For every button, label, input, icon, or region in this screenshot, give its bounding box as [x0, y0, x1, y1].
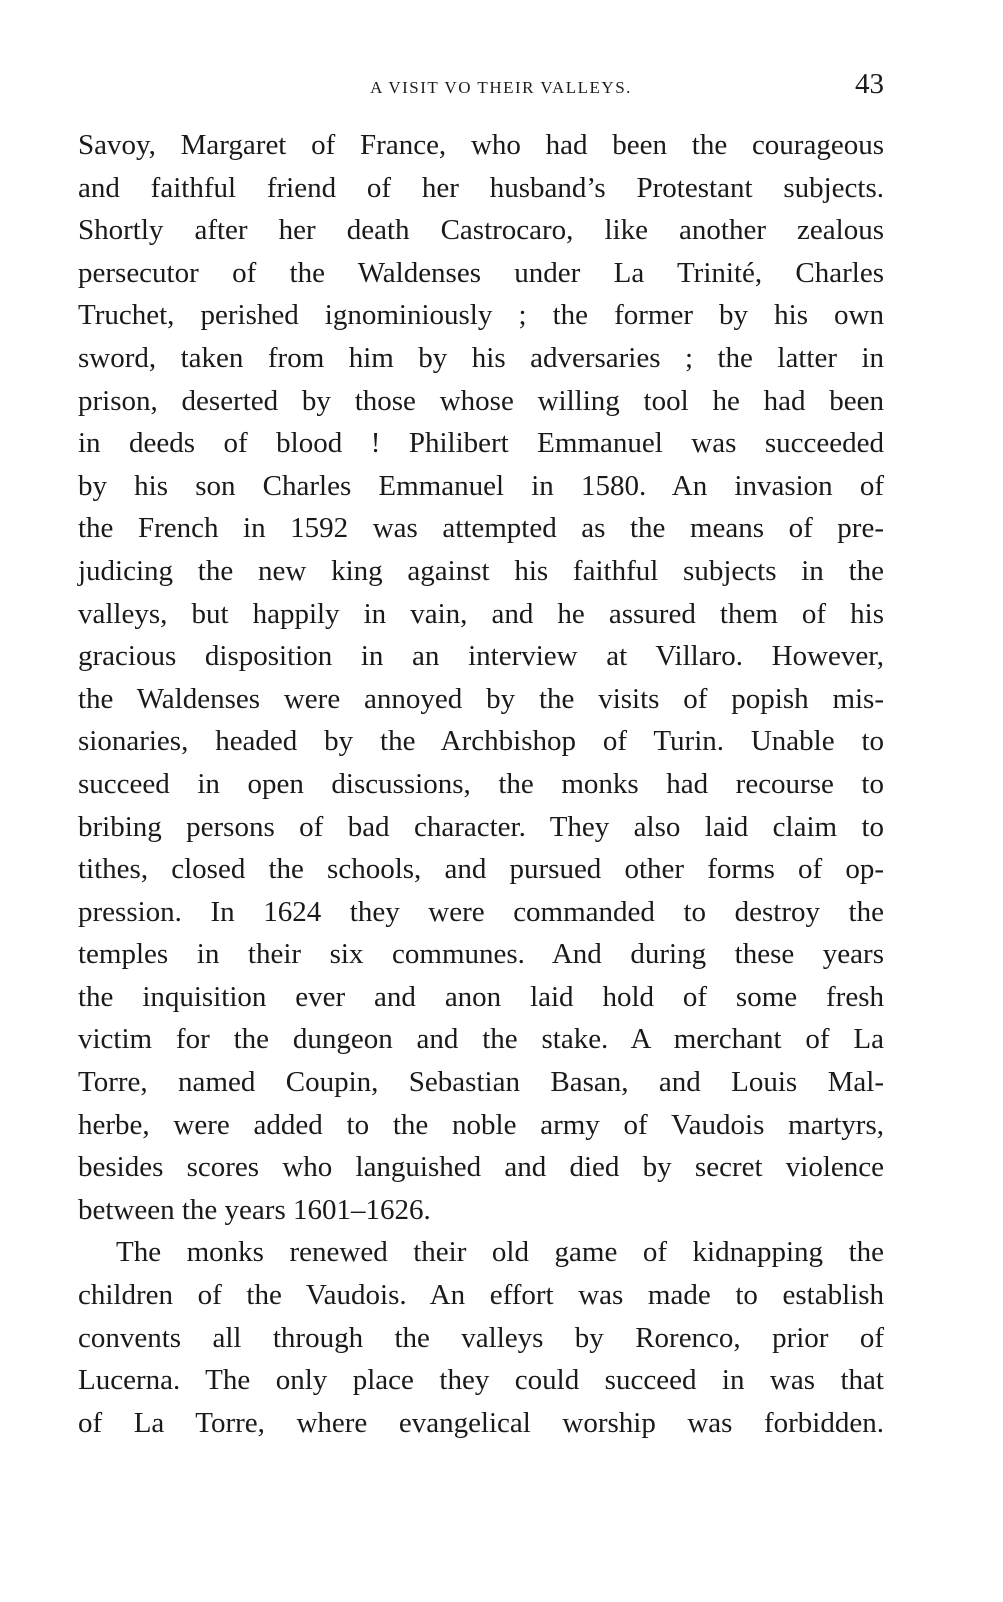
text-line: herbe, were added to the noble army of Vaudois martyrs,	[78, 1108, 884, 1141]
text-line: and faithful friend of her husband’s Protestant subjects.	[78, 171, 884, 204]
text-line: Torre, named Coupin, Sebastian Basan, and Louis Mal-	[78, 1066, 884, 1099]
text-line: Shortly after her death Castrocaro, like another zealous	[78, 214, 884, 247]
text-line: judicing the new king against his faithful subjects in the	[78, 554, 884, 587]
text-line: succeed in open discussions, the monks had recourse to	[78, 767, 884, 800]
text-line: Lucerna. The only place they could succeed in was that	[78, 1364, 884, 1397]
text-line: valleys, but happily in vain, and he assured them of his	[78, 597, 884, 630]
text-line: convents all through the valleys by Rorenco, prior of	[78, 1321, 884, 1354]
text-line: temples in their six communes. And during these years	[78, 938, 884, 971]
text-line: of La Torre, where evangelical worship was forbidden.	[78, 1406, 884, 1439]
text-line: in deeds of blood ! Philibert Emmanuel was succeeded	[78, 427, 884, 460]
text-line: children of the Vaudois. An effort was made to establish	[78, 1279, 884, 1312]
text-line: bribing persons of bad character. They also laid claim to	[78, 810, 884, 843]
paragraph-2	[78, 1231, 884, 1444]
text-line: the Waldenses were annoyed by the visits of popish mis-	[78, 682, 884, 715]
text-line: Savoy, Margaret of France, who had been the courageous	[78, 129, 884, 161]
text-line: besides scores who languished and died by secret violence	[78, 1151, 884, 1184]
text-line: The monks renewed their old game of kidnapping the	[116, 1236, 884, 1269]
running-title: A VISIT VO THEIR VALLEYS.	[370, 78, 632, 97]
running-head	[78, 66, 884, 106]
text-line: sword, taken from him by his adversaries ; the latter in	[78, 341, 884, 374]
text-line: sionaries, headed by the Archbishop of Turin. Unable to	[78, 725, 884, 758]
text-line: pression. In 1624 they were commanded to destroy the	[78, 895, 884, 928]
paragraph-1	[78, 124, 884, 1231]
text-line: gracious disposition in an interview at Villaro. However,	[78, 640, 884, 673]
text-line: Truchet, perished ignominiously ; the former by his own	[78, 299, 884, 332]
body-text	[78, 124, 884, 1444]
text-line: the inquisition ever and anon laid hold of some fresh	[78, 980, 884, 1013]
text-line: victim for the dungeon and the stake. A merchant of La	[78, 1023, 884, 1056]
text-line: by his son Charles Emmanuel in 1580. An invasion of	[78, 469, 884, 502]
text-line: tithes, closed the schools, and pursued other forms of op-	[78, 853, 884, 886]
text-line: prison, deserted by those whose willing tool he had been	[78, 384, 884, 417]
page-number: 43	[855, 68, 884, 100]
text-line: the French in 1592 was attempted as the means of pre-	[78, 512, 884, 545]
text-line: persecutor of the Waldenses under La Trinité, Charles	[78, 256, 884, 289]
text-line: between the years 1601–1626.	[78, 1193, 431, 1226]
